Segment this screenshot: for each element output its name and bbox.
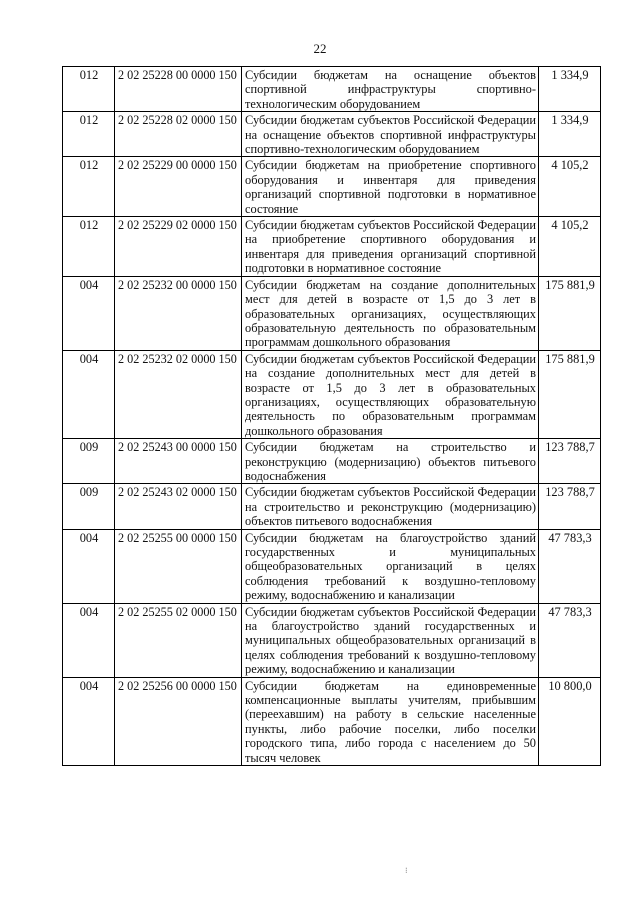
- amount-cell: 10 800,0: [539, 677, 601, 765]
- income-name-cell: Субсидии бюджетам субъектов Российской Федерации на строительство и реконструкцию (модернизацию) объектов питьевого водоснабжения: [242, 484, 539, 529]
- budget-code-cell: 2 02 25256 00 0000 150: [115, 677, 242, 765]
- budget-code-cell: 2 02 25255 00 0000 150: [115, 529, 242, 603]
- budget-code-cell: 2 02 25255 02 0000 150: [115, 603, 242, 677]
- budget-code-cell: 2 02 25229 02 0000 150: [115, 217, 242, 277]
- admin-code-cell: 009: [63, 484, 115, 529]
- admin-code-cell: 004: [63, 350, 115, 438]
- income-name-cell: Субсидии бюджетам на строительство и реконструкцию (модернизацию) объектов питьевого водоснабжения: [242, 439, 539, 484]
- table-row: [63, 529, 601, 603]
- amount-cell: 1 334,9: [539, 67, 601, 112]
- amount-cell: 123 788,7: [539, 484, 601, 529]
- table-row: [63, 157, 601, 217]
- income-name-cell: Субсидии бюджетам на оснащение объектов спортивной инфраструктуры спортивно-технологическим оборудованием: [242, 67, 539, 112]
- amount-cell: 175 881,9: [539, 350, 601, 438]
- amount-cell: 4 105,2: [539, 217, 601, 277]
- budget-code-cell: 2 02 25232 02 0000 150: [115, 350, 242, 438]
- admin-code-cell: 012: [63, 157, 115, 217]
- budget-code-cell: 2 02 25228 02 0000 150: [115, 112, 242, 157]
- amount-cell: 1 334,9: [539, 112, 601, 157]
- income-name-cell: Субсидии бюджетам субъектов Российской Федерации на приобретение спортивного оборудования и инвентаря для приведения организаций спортивной подготовки в нормативное состояние: [242, 217, 539, 277]
- admin-code-cell: 004: [63, 529, 115, 603]
- income-name-cell: Субсидии бюджетам на единовременные компенсационные выплаты учителям, прибывшим (переехавшим) на работу в сельские населенные пункты, либо рабочие поселки, либо поселки городского типа, либо города с населением до 50 тысяч человек: [242, 677, 539, 765]
- table-row: [63, 67, 601, 112]
- table-row: [63, 276, 601, 350]
- income-name-cell: Субсидии бюджетам субъектов Российской Федерации на оснащение объектов спортивной инфраструктуры спортивно-технологическим оборудованием: [242, 112, 539, 157]
- table-row: [63, 677, 601, 765]
- budget-table: [62, 66, 601, 766]
- budget-table-body: [63, 67, 601, 766]
- admin-code-cell: 012: [63, 67, 115, 112]
- admin-code-cell: 004: [63, 276, 115, 350]
- table-row: [63, 350, 601, 438]
- scan-mark: ⁝: [405, 866, 408, 875]
- income-name-cell: Субсидии бюджетам на приобретение спортивного оборудования и инвентаря для приведения организаций спортивной подготовки в нормативное состояние: [242, 157, 539, 217]
- income-name-cell: Субсидии бюджетам на создание дополнительных мест для детей в возрасте от 1,5 до 3 лет в образовательных организациях, осуществляющих образовательную деятельность по образовательным программам дошкольного образования: [242, 276, 539, 350]
- table-row: [63, 439, 601, 484]
- budget-code-cell: 2 02 25243 02 0000 150: [115, 484, 242, 529]
- admin-code-cell: 004: [63, 677, 115, 765]
- admin-code-cell: 009: [63, 439, 115, 484]
- admin-code-cell: 012: [63, 112, 115, 157]
- table-row: [63, 217, 601, 277]
- income-name-cell: Субсидии бюджетам субъектов Российской Федерации на создание дополнительных мест для детей в возрасте от 1,5 до 3 лет в образовательных организациях, осуществляющих образовательную деятельность по образовательным программам дошкольного образования: [242, 350, 539, 438]
- page-number: 22: [313, 41, 327, 56]
- budget-code-cell: 2 02 25232 00 0000 150: [115, 276, 242, 350]
- table-row: [63, 112, 601, 157]
- budget-code-cell: 2 02 25243 00 0000 150: [115, 439, 242, 484]
- budget-code-cell: 2 02 25229 00 0000 150: [115, 157, 242, 217]
- table-row: [63, 484, 601, 529]
- admin-code-cell: 012: [63, 217, 115, 277]
- amount-cell: 4 105,2: [539, 157, 601, 217]
- budget-code-cell: 2 02 25228 00 0000 150: [115, 67, 242, 112]
- amount-cell: 123 788,7: [539, 439, 601, 484]
- amount-cell: 175 881,9: [539, 276, 601, 350]
- income-name-cell: Субсидии бюджетам на благоустройство зданий государственных и муниципальных общеобразовательных организаций в целях соблюдения требований к воздушно-тепловому режиму, водоснабжению и канализации: [242, 529, 539, 603]
- income-name-cell: Субсидии бюджетам субъектов Российской Федерации на благоустройство зданий государственных и муниципальных общеобразовательных организаций в целях соблюдения требований к воздушно-тепловому режиму, водоснабжению и канализации: [242, 603, 539, 677]
- amount-cell: 47 783,3: [539, 603, 601, 677]
- table-row: [63, 603, 601, 677]
- amount-cell: 47 783,3: [539, 529, 601, 603]
- admin-code-cell: 004: [63, 603, 115, 677]
